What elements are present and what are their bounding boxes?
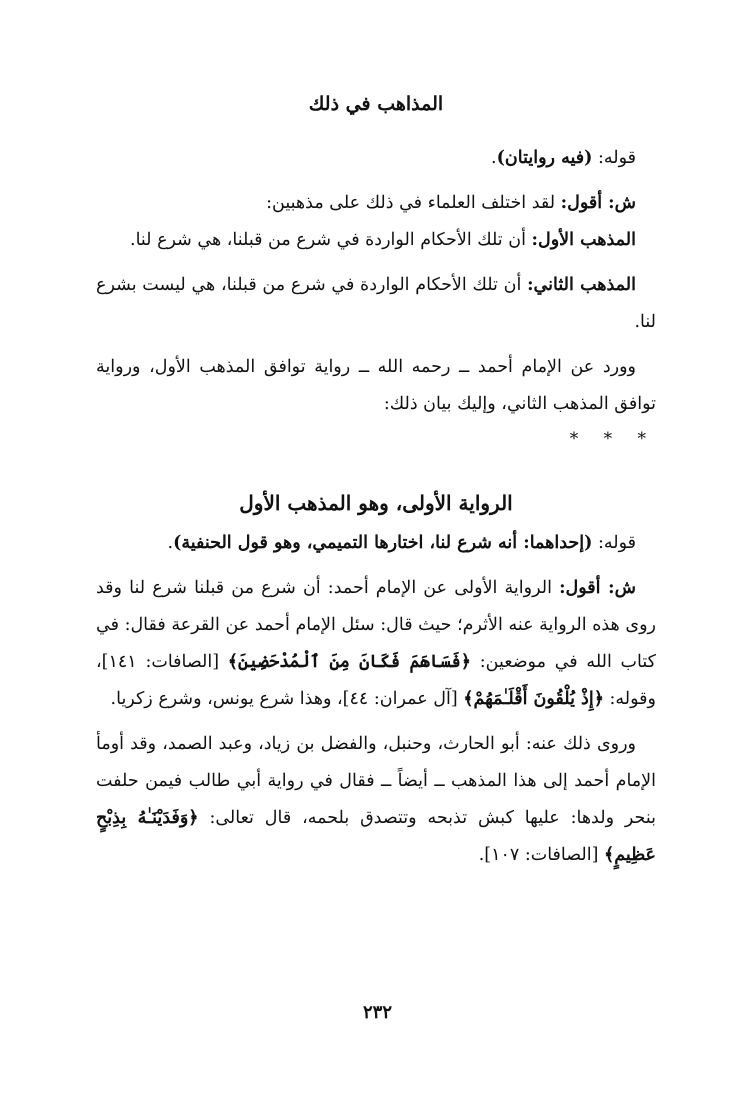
quran-verse-3: ﴿وَفَدَيْنَـٰهُ بِذِبْحٍ عَظِيمٍ﴾ <box>96 808 656 865</box>
paragraph-2 <box>96 185 656 222</box>
section-title: الرواية الأولى، وهو المذهب الأول <box>239 491 513 515</box>
paragraph-3 <box>96 222 656 259</box>
paragraph-5: وورد عن الإمام أحمد ــ رحمه الله ــ رواية توافق المذهب الأول، ورواية توافق المذهب الثاني، وإليك بيان ذلك: <box>96 357 656 414</box>
page-number: ٢٣٢ <box>362 1002 392 1023</box>
paragraph-2-lead: ش: أقول: <box>560 193 636 213</box>
paragraph-8 <box>96 726 656 874</box>
quran-verse-2: ﴿إِذْ يُلْقُونَ أَقْلَـٰمَهُمْ﴾ <box>463 689 604 709</box>
paragraph-7-text: الرواية الأولى عن الإمام أحمد: أن شرع من قبلنا شرع لنا وقد روى هذه الرواية عنه الأثرم؛ حيث قال: سئل الإمام أحمد عن القرعة فقال: في كتاب الله في موضعين: <box>96 578 656 672</box>
section-separator: * * * <box>569 429 656 449</box>
paragraph-1-lead: قوله: <box>597 148 636 168</box>
verse-1-reference: [الصافات: ١٤١]، وقوله: <box>96 652 656 709</box>
verse-2-reference: [آل عمران: ٤٤]، وهذا شرع يونس، وشرع زكريا. <box>110 689 464 709</box>
paragraph-6-quote: (إحداهما: أنه شرع لنا، اختارها التميمي، وهو قول الحنفية) <box>173 533 593 553</box>
header-title: المذاهب في ذلك <box>308 93 444 115</box>
verse-3-reference: [الصافات: ١٠٧]. <box>478 845 605 865</box>
paragraph-6 <box>96 525 656 562</box>
paragraph-3-text: أن تلك الأحكام الواردة في شرع من قبلنا، هي شرع لنا. <box>130 230 532 250</box>
paragraph-7 <box>96 570 656 718</box>
paragraph-4-text: أن تلك الأحكام الواردة في شرع من قبلنا، هي ليست بشرع لنا. <box>96 275 656 332</box>
paragraph-8-text: وروى ذلك عنه: أبو الحارث، وحنبل، والفضل بن زياد، وعبد الصمد، وقد أومأ الإمام أحمد إلى هذا المذهب ــ أيضاً ــ فقال في رواية أبي طالب فيمن حلفت بنحر ولدها: عليها كبش تذبحه وتتصدق بلحمه، قال تعالى: <box>96 734 657 828</box>
paragraph-1 <box>96 140 656 177</box>
paragraph-7-lead: ش: أقول: <box>559 578 636 598</box>
paragraph-2-text: لقد اختلف العلماء في ذلك على مذهبين: <box>266 193 561 213</box>
paragraph-4 <box>96 267 656 341</box>
page-body <box>96 90 656 874</box>
paragraph-6-tail: . <box>167 533 174 553</box>
paragraph-1-tail: . <box>491 148 497 168</box>
quran-verse-1: ﴿فَسَاهَمَ فَكَانَ مِنَ ٱلْمُدْحَضِينَ﴾ <box>227 652 471 672</box>
paragraph-4-lead: المذهب الثاني: <box>527 275 636 295</box>
paragraph-6-lead: قوله: <box>597 533 636 553</box>
paragraph-1-quote: (فيه روايتان) <box>496 148 593 168</box>
paragraph-3-lead: المذهب الأول: <box>531 230 636 250</box>
